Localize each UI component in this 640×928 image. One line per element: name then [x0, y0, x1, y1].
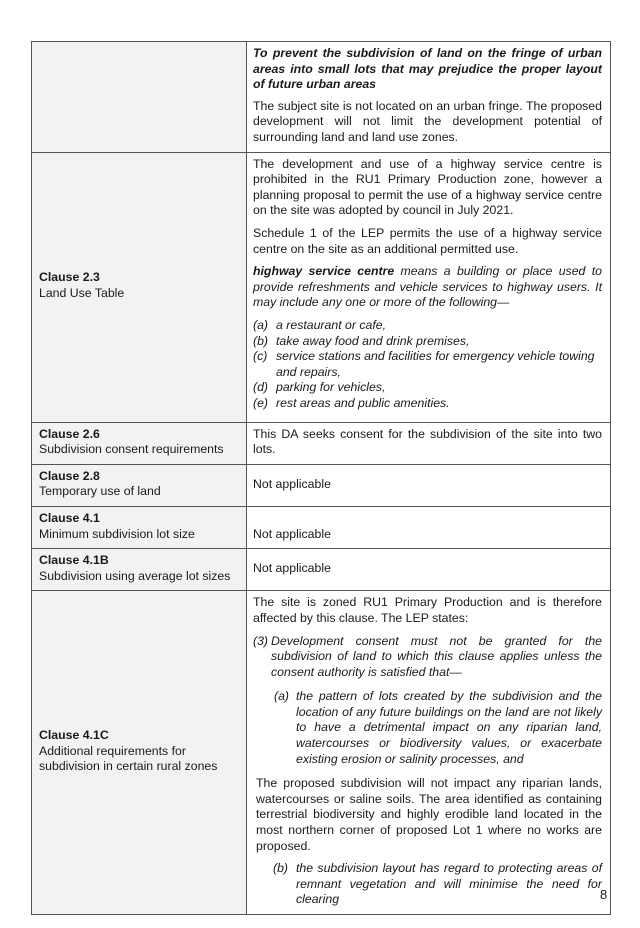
assessment-cell — [247, 42, 611, 153]
clause-number: Clause 2.3 — [39, 270, 100, 285]
definition-term: highway service centre — [253, 264, 395, 279]
assessment-cell — [247, 591, 611, 915]
table-row — [32, 591, 611, 915]
list-label: (b) — [253, 333, 269, 348]
clause-number: Clause 4.1C — [39, 728, 109, 743]
list-item — [253, 380, 602, 396]
clause-number: Clause 4.1B — [39, 553, 109, 568]
definition-text: means a building or place used to provide refreshments and vehicle services to highway users. It may include any one or more of the following— — [253, 264, 602, 310]
table-row — [32, 152, 611, 422]
lep-subclause — [253, 689, 602, 767]
clause-cell — [32, 42, 247, 153]
table-row — [32, 422, 611, 464]
assessment-text: The site is zoned RU1 Primary Production and is therefore affected by this clause. The LEP states: — [253, 595, 602, 625]
clause-cell — [32, 591, 247, 915]
list-text: take away food and drink premises, — [276, 333, 470, 348]
assessment-text: Schedule 1 of the LEP permits the use of a highway service centre on the site as an additional permitted use. — [253, 225, 602, 256]
assessment-cell — [247, 549, 611, 591]
table-row — [32, 42, 611, 153]
assessment-cell — [247, 152, 611, 422]
list-item — [253, 396, 602, 412]
clause-number: Clause 4.1 — [39, 510, 100, 525]
table-row — [32, 549, 611, 591]
assessment-cell — [247, 422, 611, 464]
assessment-text: The proposed subdivision will not impact any riparian lands, watercourses or saline soils. The area identified as containing terrestrial biodiversity and highly erodible land located in the most northern corner of proposed Lot 1 where no works are proposed. — [256, 776, 602, 853]
list-label: (c) — [253, 349, 268, 364]
assessment-cell — [247, 506, 611, 548]
clause-title: Minimum subdivision lot size — [39, 526, 195, 541]
list-label: (a) — [253, 317, 269, 332]
definition — [253, 264, 602, 311]
subclause-text: the subdivision layout has regard to protecting areas of remnant vegetation and will minimise the need for clearing — [296, 861, 602, 907]
clause-title: Land Use Table — [39, 286, 125, 301]
assessment-text: This DA seeks consent for the subdivision of the site into two lots. — [253, 426, 602, 457]
lep-subclause — [253, 634, 602, 681]
list-label: (d) — [253, 380, 269, 395]
clause-number: Clause 2.8 — [39, 468, 100, 483]
clause-cell — [32, 464, 247, 506]
assessment-text: The subject site is not located on an urban fringe. The proposed development will not limit the development potential of surrounding land and land use zones. — [253, 98, 602, 144]
clause-title: Additional requirements for subdivision in certain rural zones — [39, 743, 218, 774]
definition-list — [253, 318, 602, 412]
objective-heading: To prevent the subdivision of land on the fringe of urban areas into small lots that may prejudice the proper layout of future urban areas — [253, 46, 602, 92]
assessment-text: The development and use of a highway service centre is prohibited in the RU1 Primary Production zone, however a planning proposal to permit the use of a highway service centre on the site was adopted by council in July 2021. — [253, 156, 602, 218]
table-row — [32, 506, 611, 548]
assessment-text: Not applicable — [253, 476, 331, 491]
subclause-text: Development consent must not be granted for the subdivision of land to which this clause applies unless the consent authority is satisfied that— — [271, 633, 602, 679]
clause-cell — [32, 506, 247, 548]
assessment-text: Not applicable — [253, 526, 331, 541]
list-item — [253, 334, 602, 350]
subclause-label: (3) — [253, 633, 269, 648]
list-text: parking for vehicles, — [276, 380, 386, 395]
lep-subclause — [253, 861, 602, 908]
clause-title: Temporary use of land — [39, 484, 161, 499]
subclause-text: the pattern of lots created by the subdivision and the location of any future buildings on the land are not likely to have a detrimental impact on any riparian land, watercourses or biodiversity values, or exacerbate existing erosion or salinity processes, and — [296, 689, 602, 766]
clause-title: Subdivision consent requirements — [39, 442, 224, 457]
list-label: (e) — [253, 395, 269, 410]
clause-cell — [32, 422, 247, 464]
clause-title: Subdivision using average lot sizes — [39, 568, 231, 583]
list-item — [253, 349, 602, 380]
lep-compliance-table — [31, 41, 611, 915]
assessment-text: Not applicable — [253, 560, 331, 575]
list-text: a restaurant or cafe, — [276, 317, 387, 332]
clause-cell — [32, 549, 247, 591]
table-row — [32, 464, 611, 506]
list-item — [253, 318, 602, 334]
subclause-label: (a) — [274, 689, 290, 704]
list-text: rest areas and public amenities. — [276, 395, 450, 410]
assessment-cell — [247, 464, 611, 506]
list-text: service stations and facilities for emergency vehicle towing and repairs, — [276, 349, 595, 379]
clause-number: Clause 2.6 — [39, 426, 100, 441]
page-number: 8 — [600, 887, 608, 902]
subclause-label: (b) — [273, 861, 289, 876]
clause-cell — [32, 152, 247, 422]
